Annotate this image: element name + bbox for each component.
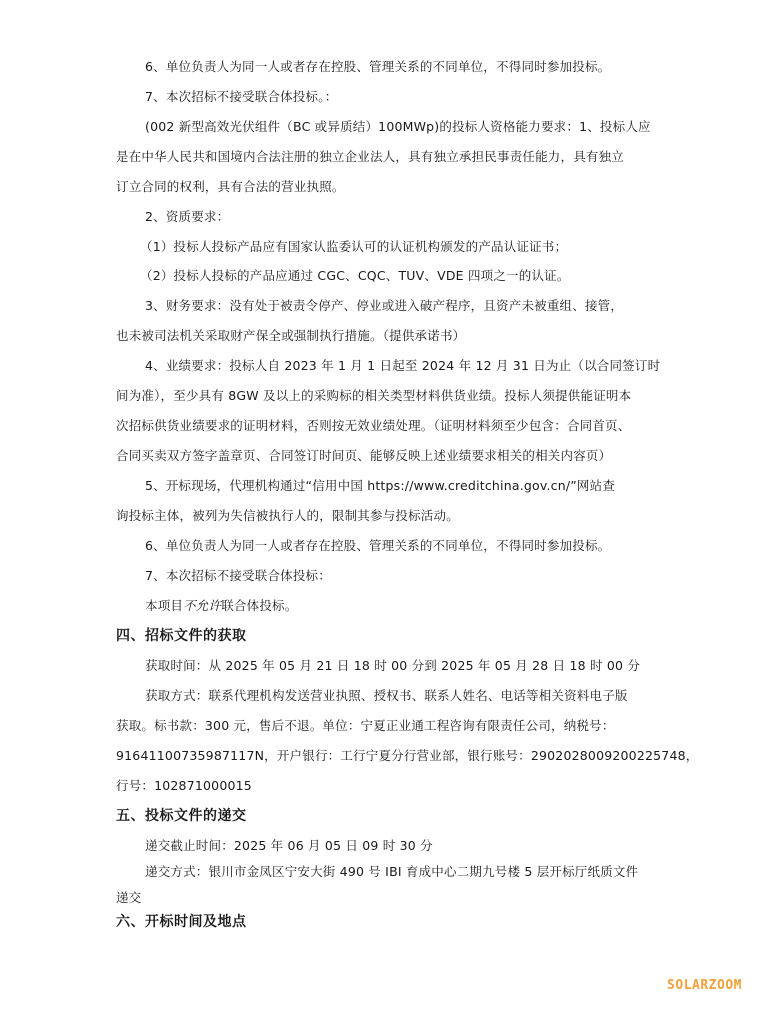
text-line: 递交截止时间：2025 年 06 月 05 日 09 时 30 分 <box>145 838 433 853</box>
text-line: （2）投标人投标的产品应通过 CGC、CQC、TUV、VDE 四项之一的认证。 <box>140 268 570 283</box>
section-heading-5: 五、投标文件的递交 <box>116 808 247 824</box>
text-line: 91641100735987117N，开户银行：工行宁夏分行营业部，银行账号：2902028009200225748， <box>116 748 699 763</box>
text-line: （1）投标人投标产品应有国家认监委认可的认证机构颁发的产品认证证书； <box>140 239 568 254</box>
text-line: 6、单位负责人为同一人或者存在控股、管理关系的不同单位，不得同时参加投标。 <box>145 538 611 553</box>
text-line: (002 新型高效光伏组件（BC 或异质结）100MWp)的投标人资格能力要求：1、投标人应 <box>145 119 651 134</box>
text-suffix: 联合体投标。 <box>221 598 298 613</box>
text-line: 4、业绩要求：投标人自 2023 年 1 月 1 日起至 2024 年 12 月 31 日为止（以合同签订时 <box>145 358 661 373</box>
text-line: 询投标主体，被列为失信被执行人的，限制其参与投标活动。 <box>116 508 459 523</box>
text-line: 7、本次招标不接受联合体投标。： <box>145 89 338 104</box>
solarzoom-watermark: SOLARZOOM <box>667 978 742 993</box>
text-line: 是在中华人民共和国境内合法注册的独立企业法人，具有独立承担民事责任能力，具有独立 <box>116 149 625 164</box>
text-prefix: 本项目 <box>145 598 184 613</box>
text-line: 获取时间：从 2025 年 05 月 21 日 18 时 00 分到 2025 年 05 月 28 日 18 时 00 分 <box>145 658 641 673</box>
text-line: 合同买卖双方签字盖章页、合同签订时间页、能够反映上述业绩要求相关的相关内容页） <box>116 448 612 463</box>
text-line: 也未被司法机关采取财产保全或强制执行措施。（提供承诺书） <box>116 328 466 343</box>
text-line: 递交 <box>116 890 142 905</box>
text-line: 3、财务要求：没有处于被责令停产、停业或进入破产程序，且资产未被重组、接管， <box>145 298 624 313</box>
text-line: 获取方式：联系代理机构发送营业执照、授权书、联系人姓名、电话等相关资料电子版 <box>145 688 628 703</box>
text-line: 次招标供货业绩要求的证明材料，否则按无效业绩处理。（证明材料须至少包含：合同首页、 <box>116 418 631 433</box>
section-heading-4: 四、招标文件的获取 <box>116 628 247 644</box>
text-line: 间为准），至少具有 8GW 及以上的采购标的相关类型材料供货业绩。投标人须提供能证明本 <box>116 388 632 403</box>
text-line: 6、单位负责人为同一人或者存在控股、管理关系的不同单位，不得同时参加投标。 <box>145 59 611 74</box>
text-line: 5、开标现场，代理机构通过“信用中国 https://www.creditchina.gov.cn/”网站查 <box>145 478 616 493</box>
text-line: 7、本次招标不接受联合体投标： <box>145 568 331 583</box>
text-line-no-consortium <box>145 597 297 615</box>
text-line: 订立合同的权利，具有合法的营业执照。 <box>116 179 345 194</box>
emphasis-text: 不允许 <box>183 598 222 613</box>
text-line: 2、资质要求： <box>145 209 230 224</box>
text-line: 获取。标书款：300 元，售后不退。单位：宁夏正业通工程咨询有限责任公司，纳税号： <box>116 718 615 733</box>
text-line: 行号：102871000015 <box>116 778 252 793</box>
section-heading-6: 六、开标时间及地点 <box>116 914 247 930</box>
text-line: 递交方式：银川市金凤区宁安大街 490 号 IBI 育成中心二期九号楼 5 层开标厅纸质文件 <box>145 864 639 879</box>
